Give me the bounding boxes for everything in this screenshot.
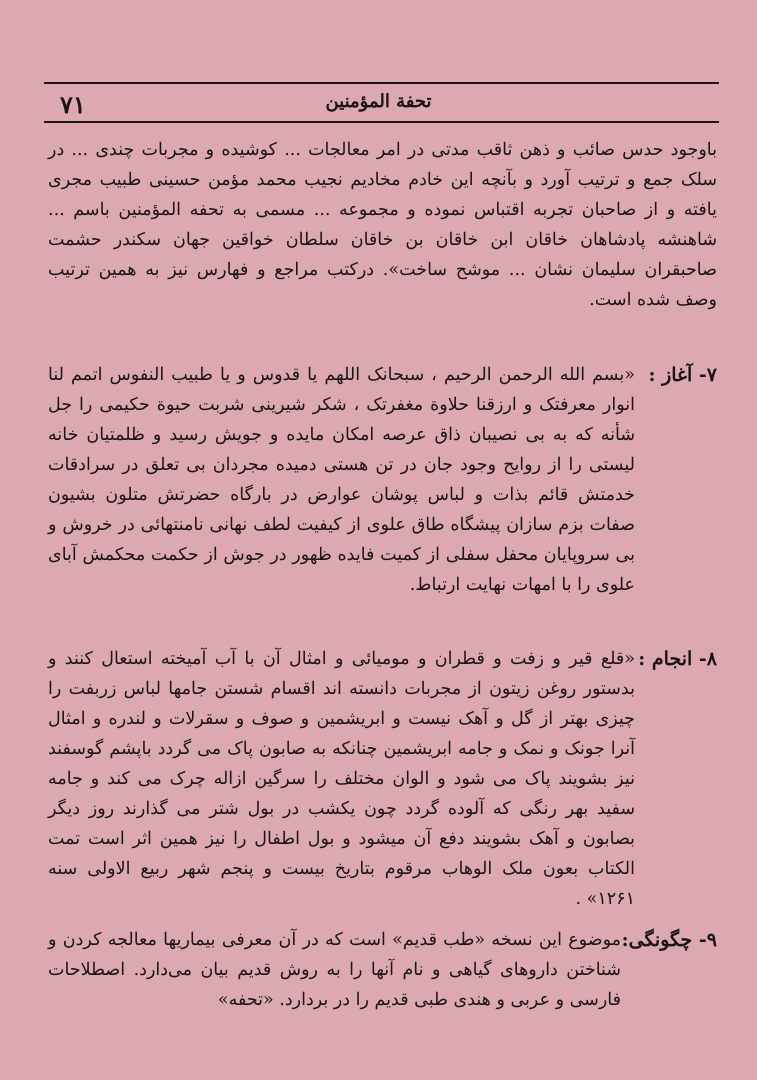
section-label-aghaz: ۷- آغاز :: [648, 364, 717, 386]
section-text-chegunegi: موضوع این نسخه «طب قدیم» است که در آن معرفی بیماریها معالجه کردن و شناختن داروهای گیاهی و نام آنها را به روش قدیم بیان می‌دارد. اصطلاحات فارسی و عربی و هندی طبی قدیم را در بردارد. «تحفه»: [48, 930, 621, 1010]
page-number: ٧١: [60, 90, 86, 119]
header-rule-bottom: [44, 121, 719, 123]
section-label-anjam: ۸- انجام :: [638, 648, 717, 670]
intro-paragraph: باوجود حدس صائب و ذهن ثاقب مدتی در امر معالجات ... کوشیده و مجربات چندی ... در سلک جمع و ترتیب آورد و بآنچه این خادم مخادیم نجیب محمد مؤمن حسینی طبیب مجری یافته و از صاحبان تجربه اقتباس نموده و مجموعه ... مسمی به تحفه المؤمنین باسم ... شاهنشه پادشاهان خاقان ابن خاقان بن خاقان سلطان خواقین جهان سکندر حشمت صاحبقران سلیمان نشان ... موشح ساخت». درکتب مراجع و فهارس نیز به همین ترتیب وصف شده است.: [48, 140, 717, 310]
running-header-title: تحفة المؤمنين: [325, 91, 432, 112]
section-text-aghaz: «بسم الله الرحمن الرحیم ، سبحانک اللهم یا قدوس و یا طبیب النفوس اتمم لنا انوار معرفتک و ارزقنا حلاوة مغفرتک ، شکر شیرینی شربت حیوة حکیمی را جل شأنه که به بی نصیبان ذاق عرصه امکان مایده و جویش رسید و ظلمتیان خانه لیستی را از روایح وجود جان در تن هستی دمیده مجردان بی تعلق در سرادقات خدمتش قائم بذات و لباس پوشان عوارض در بارگاه حضرتش متلون بشیون صفات بزم سازان پیشگاه طاق علوی از کیفیت لطف نهانی نامنتهائی در خروش و بی سروپایان محفل سفلی از کمیت فایده ظهور در جوش از حکمت محکمش آبای علوی را با امهات نهایت ارتباط.: [48, 365, 635, 595]
header-rule-top: [44, 82, 719, 84]
section-label-chegunegi: ۹- چگونگی:: [621, 929, 717, 951]
section-text-anjam: «قلع قیر و زفت و قطران و مومیائی و امثال آن با آب آمیخته استعال کنند و بدستور روغن زیتون از مجربات دانسته اند اقسام شستن جامها لباس زربفت را چیزی بهتر از گل و آهک نیست و ابریشمین و صوف و سقرلات و لندره و امثال آنرا جونک و نمک و جامه ابریشمین چنانکه به صابون پاک می گردد باپشم گوسفند نیز بشویند پاک می شود و الوان مختلف را سرگین ازاله چرک می کند و جامه سفید بهر رنگی که آلوده گردد چون یکشب در بول شتر می گذارند روز دیگر بصابون و آهک بشویند دفع آن میشود و بول اطفال را نیز همین اثر است تمت الکتاب بعون ملک الوهاب مرقوم بتاریخ بیست و پنجم شهر ربیع الاولی سنه ۱۲۶۱» .: [48, 649, 635, 909]
